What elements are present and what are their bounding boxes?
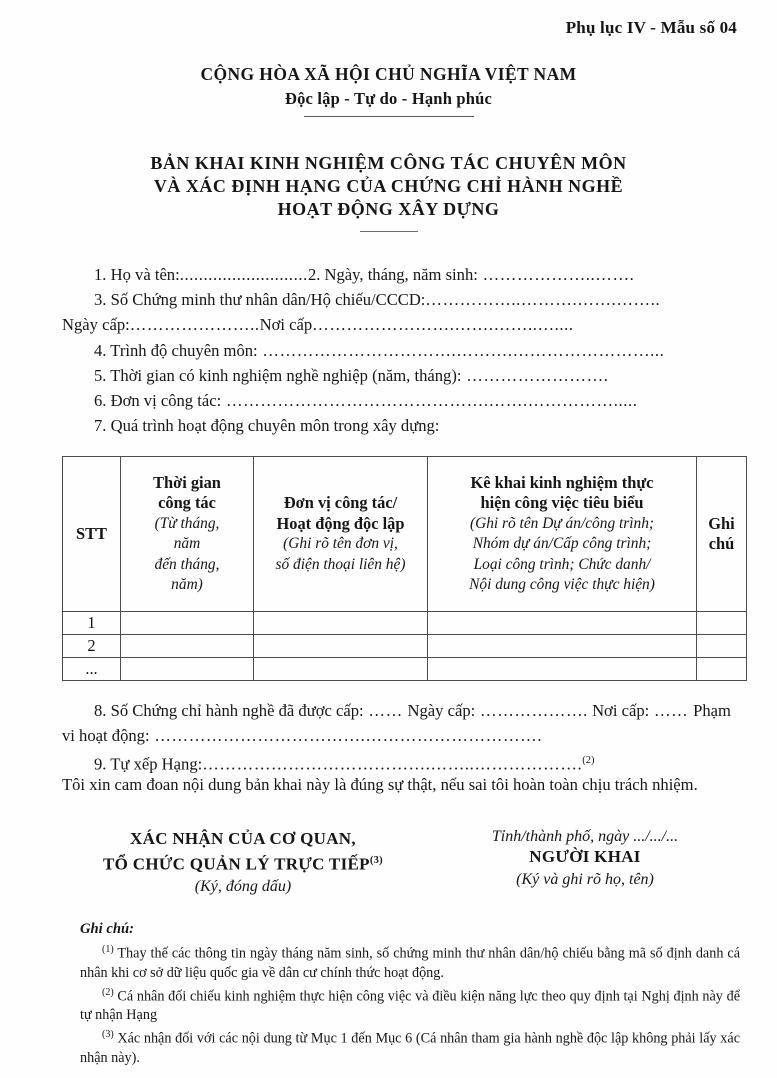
field-9-superscript: (2)	[582, 755, 595, 767]
field-row-3	[62, 287, 746, 312]
table-header-unit-sub1: (Ghi rõ tên đơn vị,	[283, 535, 398, 552]
declarant-date-line[interactable]: Tỉnh/thành phố, ngày .../.../...	[491, 828, 679, 845]
form-fields-upper	[62, 262, 746, 438]
table-header-time	[121, 457, 254, 612]
title-line-3: HOẠT ĐỘNG XÂY DỰNG	[277, 199, 500, 219]
table-row[interactable]	[63, 635, 747, 658]
table-header-unit-line2: Hoạt động độc lập	[276, 513, 405, 533]
table-cell-unit[interactable]	[254, 612, 428, 635]
footnote-1-text: Thay thế các thông tin ngày tháng năm sinh, số chứng minh thư nhân dân/hộ chiếu bằng mã số định danh cá nhân khi cơ sở dữ liệu quốc gia về dân cư chính thức hoạt động.	[80, 945, 740, 981]
field-6-dots[interactable]: ……………………………………….…….…………….....	[221, 391, 638, 411]
authority-sign-hint: (Ký, đóng dấu)	[194, 877, 292, 895]
table-cell-note[interactable]	[697, 635, 747, 658]
table-header-stt	[63, 457, 121, 612]
footnote-2-marker: (2)	[102, 986, 114, 998]
table-header-experience-sub3: Loại công trình; Chức danh/	[473, 555, 651, 573]
document-title	[0, 152, 777, 232]
table-header-time-sub1: (Từ tháng,	[154, 514, 220, 532]
footnotes-heading: Ghi chú:	[80, 921, 134, 937]
declarant-title: NGƯỜI KHAI	[529, 847, 641, 866]
national-heading	[0, 64, 777, 117]
field-9-label: 9. Tự xếp Hạng:	[94, 754, 203, 774]
field-row-5	[62, 363, 746, 388]
table-cell-experience[interactable]	[428, 658, 697, 681]
table-header-time-sub2: năm	[173, 535, 201, 552]
authority-superscript: (3)	[369, 854, 383, 866]
table-header-experience-sub4: Nội dung công việc thực hiện)	[469, 576, 655, 593]
field-6-label: 6. Đơn vị công tác:	[94, 391, 222, 411]
field-row-6	[62, 388, 746, 413]
experience-table	[62, 456, 747, 681]
table-header-time-sub4: năm)	[171, 576, 203, 593]
field-8-dots[interactable]: ……	[363, 701, 408, 720]
field-3c-dots[interactable]: …………………….…….……..…....	[312, 315, 574, 335]
table-header-unit	[254, 457, 428, 612]
field-8d-label: Phạm vi hoạt động:	[62, 701, 731, 746]
field-row-3b	[62, 312, 746, 337]
field-row-4	[62, 338, 746, 363]
table-cell-stt: ...	[63, 658, 121, 681]
table-cell-time[interactable]	[121, 658, 254, 681]
appendix-label: Phụ lục IV - Mẫu số 04	[565, 18, 737, 37]
field-2-label: 2. Ngày, tháng, năm sinh:	[307, 265, 478, 284]
form-fields-lower	[62, 698, 746, 777]
table-header-unit-sub2: số điện thoại liên hệ)	[275, 555, 406, 573]
table-cell-note[interactable]	[697, 658, 747, 681]
signature-block-authority	[62, 828, 424, 896]
field-4-label: 4. Trình độ chuyên môn:	[94, 340, 258, 360]
table-header-experience-sub2: Nhóm dự án/Cấp công trình;	[472, 535, 652, 552]
table-header-note	[697, 457, 747, 612]
field-3-label: 3. Số Chứng minh thư nhân dân/Hộ chiếu/CCCD:	[94, 290, 426, 310]
field-1-dots[interactable]: ...........................	[179, 265, 308, 284]
field-5-label: 5. Thời gian có kinh nghiệm nghề nghiệp (năm, tháng):	[94, 365, 462, 385]
table-header-experience-line2: hiện công việc tiêu biểu	[480, 493, 644, 512]
table-cell-time[interactable]	[121, 635, 254, 658]
table-header-note-line1: Ghi	[708, 513, 735, 533]
table-header-time-sub3: đến tháng,	[154, 555, 220, 573]
field-8c-label: Nơi cấp:	[587, 701, 650, 720]
field-8d-dots[interactable]: ……………………………….………………………….	[149, 726, 543, 746]
footnote-item-2	[80, 983, 740, 1026]
field-7-label: 7. Quá trình hoạt động chuyên môn trong xây dựng:	[94, 416, 440, 436]
field-5-dots[interactable]: …………………….	[461, 365, 609, 385]
declarant-sign-hint: (Ký và ghi rõ họ, tên)	[516, 870, 654, 888]
field-row-1	[62, 262, 746, 287]
commitment-text: Tôi xin cam đoan nội dung bản khai này là đúng sự thật, nếu sai tôi hoàn toàn chịu trách nhiệm.	[62, 775, 698, 794]
footnote-item-3	[80, 1025, 740, 1068]
footnote-3-text: Xác nhận đối với các nội dung từ Mục 1 đến Mục 6 (Cá nhân tham gia hành nghề độc lập không phải lấy xác nhận này).	[80, 1031, 740, 1067]
table-cell-experience[interactable]	[428, 612, 697, 635]
field-8b-dots[interactable]: ……………….	[475, 701, 588, 720]
table-cell-unit[interactable]	[254, 635, 428, 658]
national-heading-country: CỘNG HÒA XÃ HỘI CHỦ NGHĨA VIỆT NAM	[200, 64, 577, 84]
table-cell-stt: 2	[63, 635, 121, 658]
table-header-time-line2: công tác	[158, 493, 216, 512]
table-cell-time[interactable]	[121, 612, 254, 635]
title-divider	[360, 231, 418, 232]
footnote-3-marker: (3)	[102, 1029, 114, 1041]
title-line-2: VÀ XÁC ĐỊNH HẠNG CỦA CHỨNG CHỈ HÀNH NGHỀ	[153, 176, 624, 196]
field-3-dots[interactable]: ……………..……….…….……..	[425, 290, 661, 310]
table-header-stt-label: STT	[76, 524, 107, 543]
field-2-dots[interactable]: ………………..…….	[477, 265, 635, 284]
table-header-time-line1: Thời gian	[153, 472, 221, 492]
field-8b-label: Ngày cấp:	[407, 701, 476, 720]
field-3b-dots[interactable]: …………………..	[129, 315, 260, 335]
table-header-unit-line1: Đơn vị công tác/	[283, 493, 398, 512]
field-3c-label: Nơi cấp	[259, 315, 313, 335]
authority-title-line2-text: TỔ CHỨC QUẢN LÝ TRỰC TIẾP	[103, 854, 370, 874]
footnote-2-text: Cá nhân đối chiếu kinh nghiệm thực hiện công việc và điều kiện năng lực theo quy định tại Nghị định này để tự nhận Hạng	[80, 988, 740, 1024]
field-3b-label: Ngày cấp:	[62, 315, 130, 335]
table-cell-note[interactable]	[697, 612, 747, 635]
signature-section	[62, 828, 746, 896]
table-header-experience-line1: Kê khai kinh nghiệm thực	[470, 472, 654, 492]
table-header-note-line2: chú	[708, 534, 735, 553]
signature-block-declarant	[424, 828, 746, 896]
table-header-row	[63, 457, 747, 612]
table-cell-stt: 1	[63, 612, 121, 635]
table-header-experience	[428, 457, 697, 612]
field-9-dots[interactable]: ………………………………….……..……………….	[202, 754, 583, 774]
footnote-1-marker: (1)	[102, 944, 114, 955]
field-4-dots[interactable]: …………………………….……….……………………...	[257, 340, 665, 360]
field-8c-dots[interactable]: ……	[649, 701, 694, 720]
commitment-paragraph	[62, 772, 746, 797]
authority-title-line2	[62, 850, 424, 875]
authority-title-line1: XÁC NHẬN CỦA CƠ QUAN,	[130, 829, 356, 848]
field-row-8	[62, 698, 746, 748]
field-8-label: 8. Số Chứng chỉ hành nghề đã được cấp:	[94, 701, 364, 720]
table-row[interactable]	[63, 612, 747, 635]
footnote-item-1	[80, 940, 740, 983]
table-cell-experience[interactable]	[428, 635, 697, 658]
table-cell-unit[interactable]	[254, 658, 428, 681]
table-header-experience-sub1: (Ghi rõ tên Dự án/công trình;	[469, 514, 655, 532]
footnotes-section	[80, 920, 740, 1068]
title-line-1: BẢN KHAI KINH NGHIỆM CÔNG TÁC CHUYÊN MÔN	[150, 153, 627, 173]
field-row-7	[62, 413, 746, 438]
field-1-label: 1. Họ và tên:	[94, 265, 180, 284]
national-heading-motto: Độc lập - Tự do - Hạnh phúc	[284, 89, 493, 108]
table-row[interactable]	[63, 658, 747, 681]
heading-divider	[304, 116, 474, 117]
